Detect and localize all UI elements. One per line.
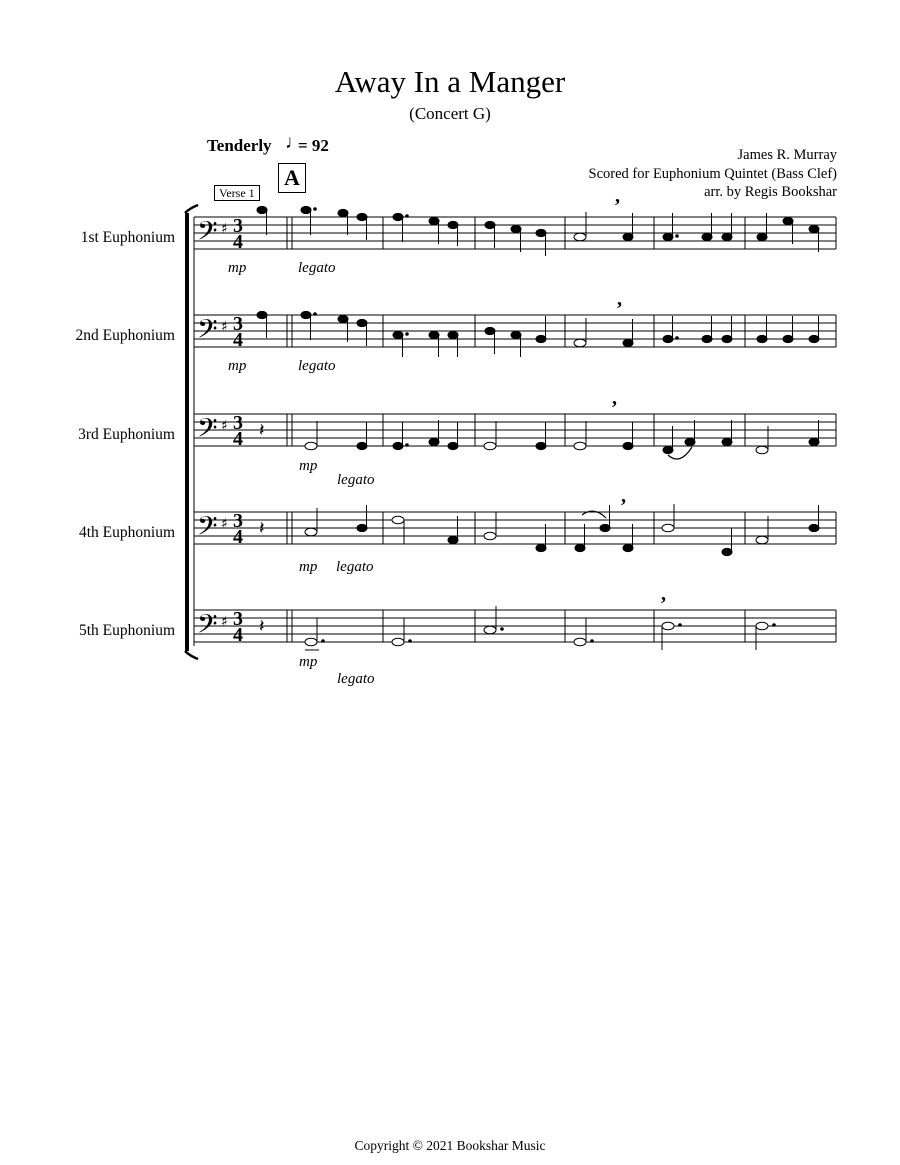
dynamic-mp: mp bbox=[299, 559, 318, 575]
instrument-label-2: 2nd Euphonium bbox=[75, 327, 175, 344]
slurs bbox=[582, 447, 692, 518]
tempo-value: = 92 bbox=[298, 136, 329, 155]
score-subtitle: (Concert G) bbox=[409, 104, 491, 123]
bass-clef-icon: 𝄢 bbox=[197, 313, 218, 351]
breath-mark-icon: , bbox=[617, 288, 622, 310]
key-signatures bbox=[221, 221, 228, 630]
notes-staff-3 bbox=[305, 420, 819, 454]
scoring-note: Scored for Euphonium Quintet (Bass Clef) bbox=[588, 165, 837, 182]
arranger: arr. by Regis Bookshar bbox=[704, 184, 837, 200]
clefs bbox=[197, 215, 218, 646]
breath-mark-icon: , bbox=[615, 185, 620, 207]
expression-legato: legato bbox=[337, 671, 375, 687]
expression-legato: legato bbox=[298, 260, 336, 276]
instrument-label-1: 1st Euphonium bbox=[80, 229, 175, 246]
instrument-label-4: 4th Euphonium bbox=[78, 524, 175, 541]
breath-marks bbox=[612, 185, 666, 605]
time-sig-den: 4 bbox=[233, 624, 243, 646]
time-sig-den: 4 bbox=[233, 329, 243, 351]
quarter-rest-icon: 𝄽 bbox=[259, 518, 265, 539]
time-sig-den: 4 bbox=[233, 428, 243, 450]
score-title: Away In a Manger bbox=[334, 64, 566, 99]
expression-legato: legato bbox=[337, 472, 375, 488]
copyright-footer: Copyright © 2021 Bookshar Music bbox=[354, 1138, 546, 1153]
breath-mark-icon: , bbox=[612, 387, 617, 409]
sharp-icon: ♯ bbox=[221, 319, 228, 335]
instrument-label-5: 5th Euphonium bbox=[78, 622, 175, 639]
staff-5 bbox=[194, 610, 836, 642]
time-sig-num: 3 bbox=[233, 510, 243, 532]
dynamic-mp: mp bbox=[228, 260, 247, 276]
bass-clef-icon: 𝄢 bbox=[197, 215, 218, 253]
expression-legato: legato bbox=[298, 358, 336, 374]
bass-clef-icon: 𝄢 bbox=[197, 510, 218, 548]
staff-3 bbox=[194, 414, 836, 446]
dynamic-mp: mp bbox=[228, 358, 247, 374]
sharp-icon: ♯ bbox=[221, 221, 228, 237]
notes-staff-2 bbox=[257, 311, 819, 357]
time-sig-num: 3 bbox=[233, 215, 243, 237]
time-sig-num: 3 bbox=[233, 608, 243, 630]
dynamics bbox=[228, 260, 375, 687]
notes-staff-5 bbox=[305, 606, 775, 650]
time-signatures bbox=[233, 215, 243, 646]
expression-legato: legato bbox=[336, 559, 374, 575]
time-sig-num: 3 bbox=[233, 412, 243, 434]
time-sig-den: 4 bbox=[233, 231, 243, 253]
quarter-rest-icon: 𝄽 bbox=[259, 420, 265, 441]
staff-4 bbox=[194, 512, 836, 544]
sharp-icon: ♯ bbox=[221, 614, 228, 630]
instrument-label-3: 3rd Euphonium bbox=[78, 426, 175, 443]
time-sig-num: 3 bbox=[233, 313, 243, 335]
sharp-icon: ♯ bbox=[221, 418, 228, 434]
quarter-rests bbox=[259, 420, 265, 637]
rehearsal-mark: A bbox=[278, 163, 306, 193]
dynamic-mp: mp bbox=[299, 458, 318, 474]
bass-clef-icon: 𝄢 bbox=[197, 608, 218, 646]
tempo-marking: Tenderly bbox=[207, 136, 272, 155]
bass-clef-icon: 𝄢 bbox=[197, 412, 218, 450]
quarter-rest-icon: 𝄽 bbox=[259, 616, 265, 637]
time-sig-den: 4 bbox=[233, 526, 243, 548]
breath-mark-icon: , bbox=[621, 485, 626, 507]
dynamic-mp: mp bbox=[299, 654, 318, 670]
sharp-icon: ♯ bbox=[221, 516, 228, 532]
verse-label: Verse 1 bbox=[214, 185, 260, 201]
quarter-note-icon: ♩ bbox=[285, 132, 304, 153]
composer: James R. Murray bbox=[737, 147, 837, 163]
breath-mark-icon: , bbox=[661, 583, 666, 605]
